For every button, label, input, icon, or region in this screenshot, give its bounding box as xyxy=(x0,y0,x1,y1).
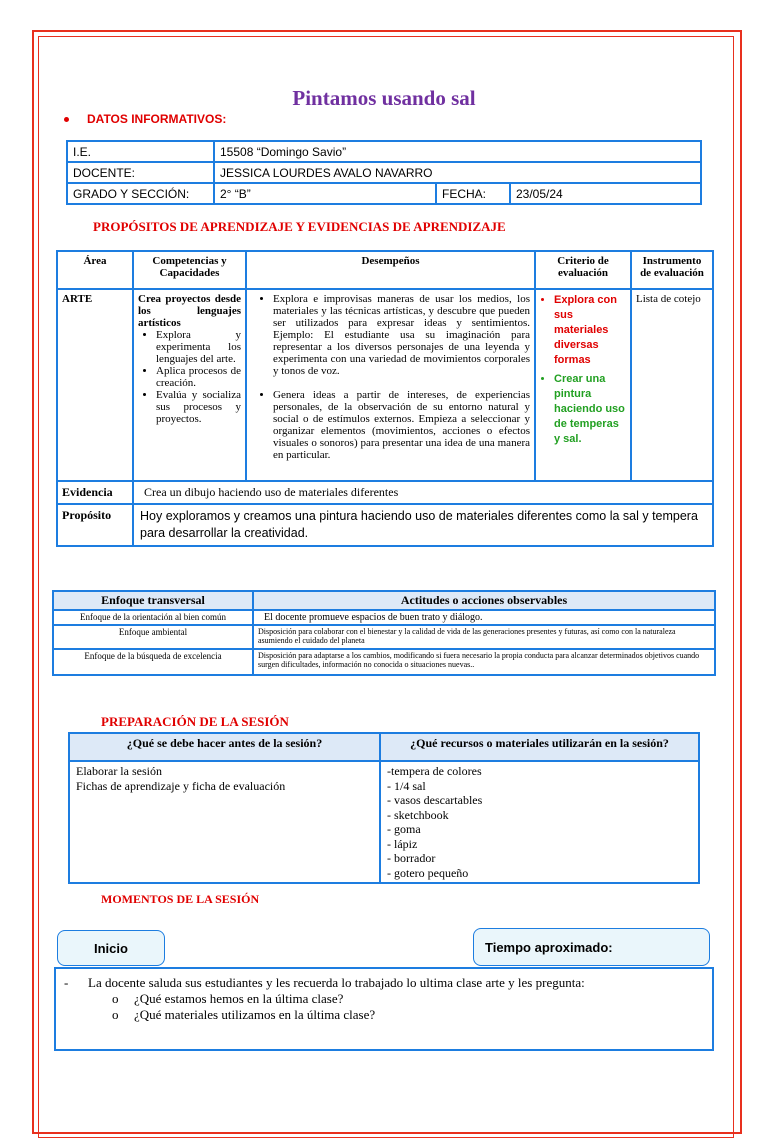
evidencia-value: Crea un dibujo haciendo uso de materiales diferentes xyxy=(133,481,713,504)
enfoque-table xyxy=(52,590,716,676)
list-item: - vasos descartables xyxy=(387,793,483,807)
criterio-cell xyxy=(535,289,631,481)
table-row xyxy=(67,162,701,183)
list-item: - sketchbook xyxy=(387,807,449,822)
list-item: • Explora e improvisas maneras de usar los medios, los materiales y las técnicas artísticas, y descubre que pueden ser utilizados para expresar ideas y sentimientos. Ejemplo: El estudiante usa su imaginación para representar a los diversos personajes de una leyenda y experimenta con una variedad de movimientos corporales y tonos de voz. xyxy=(273,293,530,377)
table-row xyxy=(57,481,713,504)
bullet-icon xyxy=(64,117,69,122)
table-row xyxy=(67,141,701,162)
area-value: ARTE xyxy=(57,289,133,481)
enfoque-name: Enfoque de la búsqueda de excelencia xyxy=(53,649,253,675)
header-desempenos: Desempeños xyxy=(246,251,535,289)
table-row xyxy=(57,504,713,546)
momento-question: ¿Qué estamos hemos en la última clase? xyxy=(134,991,344,1006)
desempenos-list xyxy=(251,293,530,461)
list-item: -tempera de colores xyxy=(387,764,482,778)
table-row xyxy=(53,649,715,675)
list-item: • Genera ideas a partir de intereses, de experiencias personales, de la observación de su entorno natural y social o de estímulos externos. Empieza a seleccionar y organizar elementos (movimientos, acciones o efectos visuales o sonoros) para presentar una idea de una manera en particular. xyxy=(273,389,530,461)
table-row xyxy=(53,610,715,625)
competencia-cell xyxy=(133,289,246,481)
info-table xyxy=(66,140,702,205)
datos-heading: DATOS INFORMATIVOS: xyxy=(64,112,226,126)
proposito-label: Propósito xyxy=(57,504,133,546)
header-instrumento: Instrumento de evaluación xyxy=(631,251,713,289)
instrumento-value: Lista de cotejo xyxy=(631,289,713,481)
list-item: - gotero pequeño xyxy=(387,865,469,880)
evidencia-label: Evidencia xyxy=(57,481,133,504)
header-recursos: ¿Qué recursos o materiales utilizarán en la sesión? xyxy=(380,733,699,761)
list-item: - 1/4 sal xyxy=(387,778,426,793)
tiempo-box: Tiempo aproximado: xyxy=(473,928,710,966)
header-area: Área xyxy=(57,251,133,289)
competencia-text: Crea proyectos desde los lenguajes artísticos xyxy=(138,293,241,329)
list-item: Elaborar la sesión xyxy=(76,764,162,778)
header-actitudes: Actitudes o acciones observables xyxy=(253,591,715,610)
momento-inicio-content xyxy=(54,967,714,1051)
propositos-heading: PROPÓSITOS DE APRENDIZAJE Y EVIDENCIAS DE APRENDIZAJE xyxy=(93,219,506,234)
propositos-table xyxy=(56,250,714,547)
header-competencias: Competencias y Capacidades xyxy=(133,251,246,289)
line-marker: o xyxy=(112,991,119,1006)
momento-intro: La docente saluda sus estudiantes y les recuerda lo trabajado lo ultima clase arte y les pregunta: xyxy=(88,975,585,990)
antes-cell xyxy=(69,761,380,883)
preparacion-heading: PREPARACIÓN DE LA SESIÓN xyxy=(101,714,289,729)
list-item: • Aplica procesos de creación. xyxy=(156,365,241,389)
enfoque-name: Enfoque ambiental xyxy=(53,625,253,649)
desempenos-cell xyxy=(246,289,535,481)
table-row xyxy=(69,761,699,883)
table-row xyxy=(67,183,701,204)
list-item: Fichas de aprendizaje y ficha de evaluación xyxy=(76,779,286,793)
table-row xyxy=(57,289,713,481)
line-marker: o xyxy=(112,1007,119,1022)
header-enfoque: Enfoque transversal xyxy=(53,591,253,610)
criterio-item-crear: • Crear una pintura haciendo uso de temperas y sal. xyxy=(554,372,626,447)
table-row xyxy=(53,591,715,610)
momentos-heading: MOMENTOS DE LA SESIÓN xyxy=(101,892,260,906)
table-row xyxy=(69,733,699,761)
grado-value: 2° “B” xyxy=(214,183,436,204)
docente-value: JESSICA LOURDES AVALO NAVARRO xyxy=(214,162,701,183)
docente-label: DOCENTE: xyxy=(67,162,214,183)
fecha-label: FECHA: xyxy=(436,183,510,204)
line-marker: - xyxy=(64,975,69,990)
fecha-value: 23/05/24 xyxy=(510,183,701,204)
criterio-list xyxy=(540,293,626,447)
list-item: • Evalúa y socializa sus procesos y proyectos. xyxy=(156,389,241,425)
header-criterio: Criterio de evaluación xyxy=(535,251,631,289)
proposito-value: Hoy exploramos y creamos una pintura haciendo uso de materiales diferentes como la sal y tempera para desarrollar la creatividad. xyxy=(133,504,713,546)
list-item: - goma xyxy=(387,822,421,836)
enfoque-actitud: Disposición para adaptarse a los cambios, modificando si fuera necesario la propia conducta para alcanzar determinados objetivos cuando surgen dificultades, información no conocida o situaciones nuevas.. xyxy=(253,649,715,675)
ie-value: 15508 “Domingo Savio” xyxy=(214,141,701,162)
list-item: - borrador xyxy=(387,851,436,865)
momento-question: ¿Qué materiales utilizamos en la última clase? xyxy=(134,1007,376,1022)
capacidades-list xyxy=(138,329,241,425)
recursos-cell xyxy=(380,761,699,883)
table-row xyxy=(57,251,713,289)
enfoque-name: Enfoque de la orientación al bien común xyxy=(53,610,253,625)
list-item: - lápiz xyxy=(387,836,418,851)
preparacion-table xyxy=(68,732,700,884)
grado-label: GRADO Y SECCIÓN: xyxy=(67,183,214,204)
criterio-item-explora: • Explora con sus materiales diversas formas xyxy=(554,293,626,368)
ie-label: I.E. xyxy=(67,141,214,162)
enfoque-actitud: El docente promueve espacios de buen trato y diálogo. xyxy=(253,610,715,625)
inicio-box: Inicio xyxy=(57,930,165,966)
enfoque-actitud: Disposición para colaborar con el bienestar y la calidad de vida de las generaciones presentes y futuras, así como con la naturaleza asumiendo el cuidado del planeta xyxy=(253,625,715,649)
list-item: • Explora y experimenta los lenguajes del arte. xyxy=(156,329,241,365)
table-row xyxy=(53,625,715,649)
header-antes: ¿Qué se debe hacer antes de la sesión? xyxy=(69,733,380,761)
page-title: Pintamos usando sal xyxy=(292,86,476,110)
